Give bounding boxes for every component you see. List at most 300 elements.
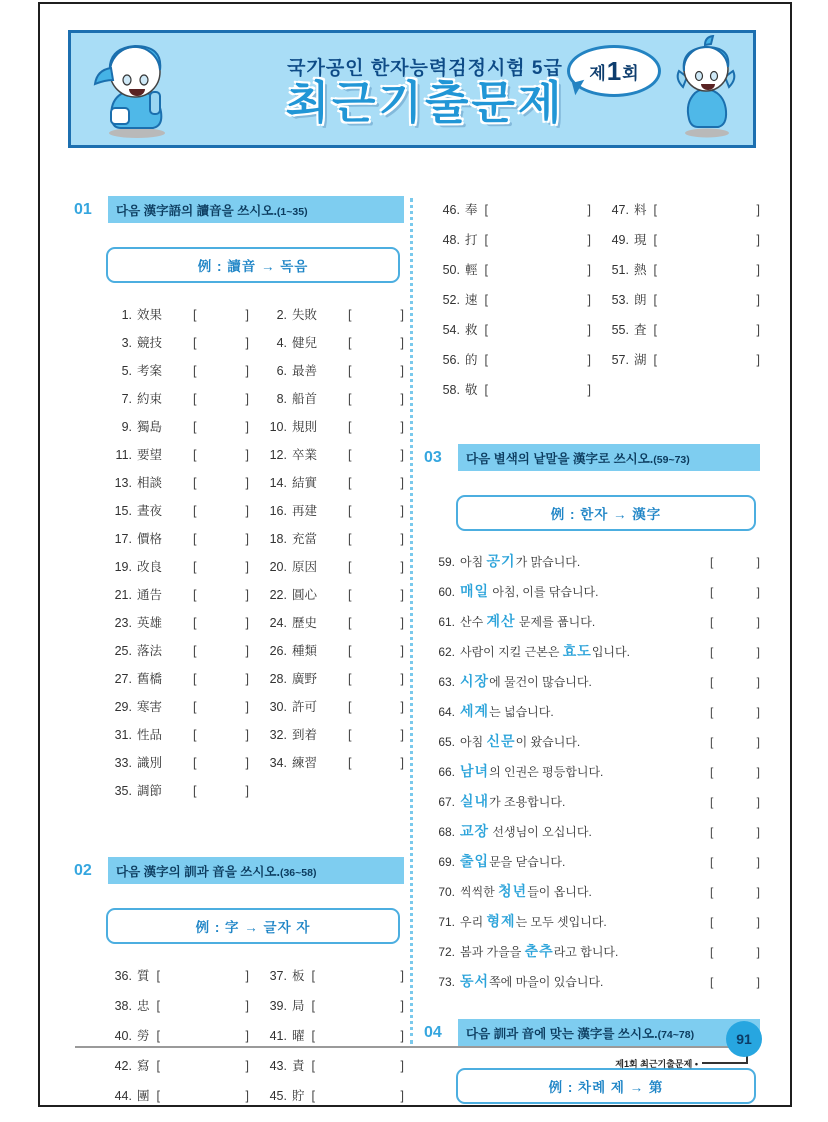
answer-blank: [ ] (710, 825, 760, 839)
question-hanja: 充當 (292, 532, 318, 546)
answer-blank: [ ] (348, 700, 404, 714)
footer-label: 제1회 최근기출문제 • (615, 1059, 698, 1069)
answer-blank: [ ] (348, 476, 404, 490)
question-number: 49. (611, 233, 629, 247)
answer-blank: [ ] (193, 728, 249, 742)
question-item (265, 641, 404, 659)
question-hanja: 晝夜 (137, 504, 163, 518)
question-hanja: 許可 (292, 700, 318, 714)
question-number: 64. (438, 705, 455, 719)
answer-blank: [ ] (710, 945, 760, 959)
question-item (110, 445, 249, 463)
sentence-item (428, 971, 760, 991)
question-hanja: 現 (634, 233, 647, 247)
sentence-item (428, 701, 760, 721)
question-hanja: 落法 (137, 644, 163, 658)
highlighted-word: 청년 (498, 883, 528, 899)
question-hanja: 責 (292, 1059, 305, 1073)
question-item (110, 966, 249, 984)
question-number: 54. (442, 323, 460, 337)
page-number-badge: 91 (726, 1021, 762, 1057)
section-03-title: 다음 별색의 낱말을 漢字로 쓰시오.(59~73) (458, 444, 760, 471)
answer-blank: [ ] (653, 293, 760, 307)
question-hanja: 到着 (292, 728, 318, 742)
question-item (265, 445, 404, 463)
question-item (110, 389, 249, 407)
question-number: 48. (442, 233, 460, 247)
question-number: 46. (442, 203, 460, 217)
question-hanja: 寒害 (137, 700, 163, 714)
sentence-item (428, 851, 760, 871)
question-item (265, 333, 404, 351)
section-04-title: 다음 訓과 音에 맞는 漢字를 쓰시오.(74~78) (458, 1019, 760, 1046)
question-number: 30. (269, 700, 287, 714)
question-hanja: 廣野 (292, 672, 318, 686)
answer-blank: [ ] (193, 588, 249, 602)
question-item (438, 230, 591, 248)
answer-blank: [ ] (193, 476, 249, 490)
question-item (110, 1026, 249, 1044)
question-item (110, 697, 249, 715)
question-number: 34. (269, 756, 287, 770)
answer-blank: [ ] (710, 885, 760, 899)
answer-blank: [ ] (311, 1089, 404, 1103)
question-number: 36. (114, 969, 132, 983)
question-hanja: 歷史 (292, 616, 318, 630)
section-04-number: 04 (424, 1023, 442, 1041)
question-hanja: 健兒 (292, 336, 318, 350)
question-number: 52. (442, 293, 460, 307)
question-number: 10. (269, 420, 287, 434)
section-03-example-box: 例 : 한자 → 漢字 (456, 495, 756, 531)
sentence-text: 시장에 물건이 많습니다. (460, 673, 592, 689)
question-hanja: 敬 (465, 383, 478, 397)
section-02-example-box: 例 : 字 → 글자 자 (106, 908, 400, 944)
question-hanja: 曜 (292, 1029, 305, 1043)
answer-blank: [ ] (311, 1029, 404, 1043)
question-hanja: 的 (465, 353, 478, 367)
question-hanja: 性品 (137, 728, 163, 742)
question-hanja: 種類 (292, 644, 318, 658)
question-hanja: 板 (292, 969, 305, 983)
question-list-46-58 (438, 200, 760, 398)
answer-blank: [ ] (710, 615, 760, 629)
question-number: 71. (438, 915, 455, 929)
question-hanja: 打 (465, 233, 478, 247)
question-item (607, 230, 760, 248)
sentence-item (428, 941, 760, 961)
answer-blank: [ ] (193, 336, 249, 350)
question-item (607, 350, 760, 368)
question-number: 72. (438, 945, 455, 959)
question-number: 6. (276, 364, 287, 378)
question-hanja: 失敗 (292, 308, 318, 322)
question-item (265, 501, 404, 519)
sentence-item (428, 821, 760, 841)
answer-blank: [ ] (484, 383, 591, 397)
question-number: 18. (269, 532, 287, 546)
answer-blank: [ ] (311, 999, 404, 1013)
question-item (110, 781, 249, 799)
answer-blank: [ ] (484, 293, 591, 307)
question-number: 32. (269, 728, 287, 742)
question-hanja: 再建 (292, 504, 318, 518)
question-hanja: 査 (634, 323, 647, 337)
question-item (110, 641, 249, 659)
question-item (110, 361, 249, 379)
answer-blank: [ ] (348, 504, 404, 518)
round-badge: 제 1 회 (567, 45, 661, 97)
question-item (438, 350, 591, 368)
sentence-item (428, 791, 760, 811)
answer-blank: [ ] (484, 323, 591, 337)
question-item (265, 585, 404, 603)
question-number: 51. (611, 263, 629, 277)
section-01-number: 01 (74, 200, 92, 218)
question-number: 63. (438, 675, 455, 689)
question-hanja: 考案 (137, 364, 163, 378)
question-number: 69. (438, 855, 455, 869)
question-item (607, 320, 760, 338)
answer-blank: [ ] (710, 795, 760, 809)
question-number: 33. (114, 756, 132, 770)
question-item (110, 753, 249, 771)
question-item (607, 200, 760, 218)
answer-blank: [ ] (710, 585, 760, 599)
sentence-text: 남녀의 인권은 평등합니다. (460, 763, 604, 779)
sentence-item (428, 881, 760, 901)
question-item (265, 1086, 404, 1104)
question-item (438, 200, 591, 218)
question-item (607, 290, 760, 308)
question-hanja: 貯 (292, 1089, 305, 1103)
question-hanja: 舊橋 (137, 672, 163, 686)
question-number: 22. (269, 588, 287, 602)
answer-blank: [ ] (653, 263, 760, 277)
section-01-title: 다음 漢字語의 讀音을 쓰시오.(1~35) (108, 196, 404, 223)
sentence-list-59-73 (428, 551, 760, 991)
answer-blank: [ ] (193, 392, 249, 406)
question-number: 66. (438, 765, 455, 779)
question-number: 47. (611, 203, 629, 217)
answer-blank: [ ] (348, 728, 404, 742)
answer-blank: [ ] (193, 420, 249, 434)
question-number: 23. (114, 616, 132, 630)
answer-blank: [ ] (193, 504, 249, 518)
highlighted-word: 계산 (486, 613, 516, 629)
highlighted-word: 매일 (460, 583, 490, 599)
question-item (265, 305, 404, 323)
answer-blank: [ ] (156, 1059, 249, 1073)
question-hanja: 寫 (137, 1059, 150, 1073)
section-03-number: 03 (424, 448, 442, 466)
question-item (110, 996, 249, 1014)
highlighted-word: 세계 (460, 703, 490, 719)
sentence-item (428, 641, 760, 661)
question-hanja: 規則 (292, 420, 318, 434)
question-number: 59. (438, 555, 455, 569)
question-number: 73. (438, 975, 455, 989)
footer-bullet: • (694, 1059, 698, 1069)
question-hanja: 相談 (137, 476, 163, 490)
question-item (265, 361, 404, 379)
question-hanja: 識別 (137, 756, 163, 770)
question-number: 8. (276, 392, 287, 406)
question-hanja: 料 (634, 203, 647, 217)
question-number: 15. (114, 504, 132, 518)
answer-blank: [ ] (193, 700, 249, 714)
answer-blank: [ ] (653, 233, 760, 247)
question-number: 38. (114, 999, 132, 1013)
answer-blank: [ ] (710, 645, 760, 659)
answer-blank: [ ] (193, 672, 249, 686)
question-hanja: 原因 (292, 560, 318, 574)
highlighted-word: 남녀 (460, 763, 490, 779)
question-item (438, 290, 591, 308)
highlighted-word: 공기 (486, 553, 516, 569)
question-item (265, 996, 404, 1014)
sentence-item (428, 551, 760, 571)
question-item (110, 529, 249, 547)
question-item (110, 305, 249, 323)
question-item (265, 389, 404, 407)
question-number: 4. (276, 336, 287, 350)
question-hanja: 勞 (137, 1029, 150, 1043)
sentence-text: 씩씩한 청년들이 옵니다. (460, 883, 592, 899)
answer-blank: [ ] (193, 448, 249, 462)
question-item (110, 417, 249, 435)
answer-blank: [ ] (348, 560, 404, 574)
question-number: 1. (121, 308, 132, 322)
question-item (110, 613, 249, 631)
answer-blank: [ ] (156, 999, 249, 1013)
question-number: 58. (442, 383, 460, 397)
answer-blank: [ ] (156, 1089, 249, 1103)
answer-blank: [ ] (348, 616, 404, 630)
question-number: 13. (114, 476, 132, 490)
answer-blank: [ ] (484, 353, 591, 367)
question-hanja: 救 (465, 323, 478, 337)
section-01-example-box: 例 : 讀音 → 독음 (106, 247, 400, 283)
question-number: 27. (114, 672, 132, 686)
highlighted-word: 실내 (460, 793, 490, 809)
question-number: 25. (114, 644, 132, 658)
question-item (110, 501, 249, 519)
question-item (265, 1056, 404, 1074)
question-number: 45. (269, 1089, 287, 1103)
answer-blank: [ ] (484, 203, 591, 217)
question-number: 70. (438, 885, 455, 899)
sentence-item (428, 611, 760, 631)
highlighted-word: 형제 (486, 913, 516, 929)
answer-blank: [ ] (348, 448, 404, 462)
sentence-item (428, 911, 760, 931)
sentence-text: 우리 형제는 모두 셋입니다. (460, 913, 607, 929)
question-item (265, 473, 404, 491)
question-number: 2. (276, 308, 287, 322)
answer-blank: [ ] (710, 975, 760, 989)
highlighted-word: 효도 (562, 643, 592, 659)
answer-blank: [ ] (710, 555, 760, 569)
sentence-text: 산수 계산 문제를 풉니다. (460, 613, 596, 629)
question-number: 11. (115, 448, 132, 462)
question-item (110, 1056, 249, 1074)
question-number: 31. (114, 728, 132, 742)
answer-blank: [ ] (484, 233, 591, 247)
question-hanja: 質 (137, 969, 150, 983)
highlighted-word: 동서 (460, 973, 490, 989)
question-number: 9. (121, 420, 132, 434)
sentence-text: 세계는 넓습니다. (460, 703, 554, 719)
question-hanja: 團 (137, 1089, 150, 1103)
answer-blank: [ ] (193, 560, 249, 574)
section-01-header (74, 196, 404, 223)
question-item (265, 1026, 404, 1044)
question-hanja: 通告 (137, 588, 163, 602)
question-number: 16. (269, 504, 287, 518)
question-number: 44. (114, 1089, 132, 1103)
sentence-text: 동서쪽에 마을이 있습니다. (460, 973, 604, 989)
question-item (265, 557, 404, 575)
answer-blank: [ ] (348, 308, 404, 322)
question-hanja: 獨島 (137, 420, 163, 434)
section-04-header (424, 1019, 760, 1046)
question-item (265, 613, 404, 631)
answer-blank: [ ] (710, 855, 760, 869)
question-item (265, 725, 404, 743)
answer-blank: [ ] (710, 705, 760, 719)
question-hanja: 船首 (292, 392, 318, 406)
section-02-title: 다음 漢字의 訓과 音을 쓰시오.(36~58) (108, 857, 404, 884)
answer-blank: [ ] (193, 364, 249, 378)
sentence-text: 사람이 지킬 근본은 효도입니다. (460, 643, 630, 659)
sentence-item (428, 581, 760, 601)
answer-blank: [ ] (348, 420, 404, 434)
question-number: 42. (114, 1059, 132, 1073)
question-hanja: 改良 (137, 560, 163, 574)
answer-blank: [ ] (193, 644, 249, 658)
question-item (110, 473, 249, 491)
highlighted-word: 교장 (460, 823, 490, 839)
answer-blank: [ ] (710, 915, 760, 929)
question-number: 53. (611, 293, 629, 307)
answer-blank: [ ] (156, 1029, 249, 1043)
question-hanja: 奉 (465, 203, 478, 217)
answer-blank: [ ] (156, 969, 249, 983)
question-number: 12. (269, 448, 287, 462)
question-hanja: 要望 (137, 448, 163, 462)
question-hanja: 速 (465, 293, 478, 307)
answer-blank: [ ] (710, 735, 760, 749)
question-number: 3. (121, 336, 132, 350)
answer-blank: [ ] (348, 532, 404, 546)
question-number: 7. (121, 392, 132, 406)
question-number: 50. (442, 263, 460, 277)
question-hanja: 最善 (292, 364, 318, 378)
question-number: 5. (121, 364, 132, 378)
question-item (110, 557, 249, 575)
answer-blank: [ ] (193, 532, 249, 546)
question-item (265, 417, 404, 435)
section-03-header (424, 444, 760, 471)
question-hanja: 局 (292, 999, 305, 1013)
question-hanja: 熱 (634, 263, 647, 277)
question-item (110, 1086, 249, 1104)
sentence-text: 실내가 조용합니다. (460, 793, 566, 809)
question-number: 43. (269, 1059, 287, 1073)
question-hanja: 卒業 (292, 448, 318, 462)
question-list-1-35 (110, 305, 404, 799)
column-divider (410, 198, 413, 1044)
answer-blank: [ ] (311, 969, 404, 983)
question-hanja: 約束 (137, 392, 163, 406)
answer-blank: [ ] (193, 756, 249, 770)
question-number: 37. (269, 969, 287, 983)
question-number: 19. (114, 560, 132, 574)
answer-blank: [ ] (193, 308, 249, 322)
question-list-36-45 (110, 966, 404, 1104)
answer-blank: [ ] (348, 364, 404, 378)
answer-blank: [ ] (348, 336, 404, 350)
section-02-number: 02 (74, 861, 92, 879)
highlighted-word: 신문 (486, 733, 516, 749)
question-number: 40. (114, 1029, 132, 1043)
question-item (265, 669, 404, 687)
question-number: 56. (442, 353, 460, 367)
question-number: 62. (438, 645, 455, 659)
question-hanja: 輕 (465, 263, 478, 277)
question-item (438, 380, 591, 398)
banner-subtitle: 국가공인 한자능력검정시험 5급 (287, 57, 563, 79)
sentence-text: 출입문을 닫습니다. (460, 853, 566, 869)
question-hanja: 忠 (137, 999, 150, 1013)
highlighted-word: 춘추 (524, 943, 554, 959)
question-number: 65. (438, 735, 455, 749)
answer-blank: [ ] (193, 784, 249, 798)
question-number: 57. (611, 353, 629, 367)
question-item (110, 333, 249, 351)
question-hanja: 英雄 (137, 616, 163, 630)
sentence-text: 교장 선생님이 오십니다. (460, 823, 592, 839)
answer-blank: [ ] (653, 323, 760, 337)
sentence-text: 아침 신문이 왔습니다. (460, 733, 581, 749)
question-number: 55. (611, 323, 629, 337)
question-hanja: 圓心 (292, 588, 318, 602)
footer-rule (75, 1046, 743, 1048)
question-number: 41. (269, 1029, 287, 1043)
right-column (424, 194, 760, 1104)
question-item (607, 260, 760, 278)
question-item (110, 585, 249, 603)
question-number: 24. (269, 616, 287, 630)
question-item (110, 669, 249, 687)
answer-blank: [ ] (653, 353, 760, 367)
highlighted-word: 출입 (460, 853, 490, 869)
sentence-item (428, 731, 760, 751)
question-number: 61. (438, 615, 455, 629)
answer-blank: [ ] (710, 675, 760, 689)
sentence-text: 봄과 가을을 춘추라고 합니다. (460, 943, 619, 959)
answer-blank: [ ] (193, 616, 249, 630)
sentence-text: 아침 공기가 맑습니다. (460, 553, 581, 569)
question-item (438, 260, 591, 278)
question-number: 20. (269, 560, 287, 574)
question-hanja: 朗 (634, 293, 647, 307)
answer-blank: [ ] (311, 1059, 404, 1073)
header-banner (68, 30, 756, 148)
question-number: 17. (114, 532, 132, 546)
question-item (265, 697, 404, 715)
